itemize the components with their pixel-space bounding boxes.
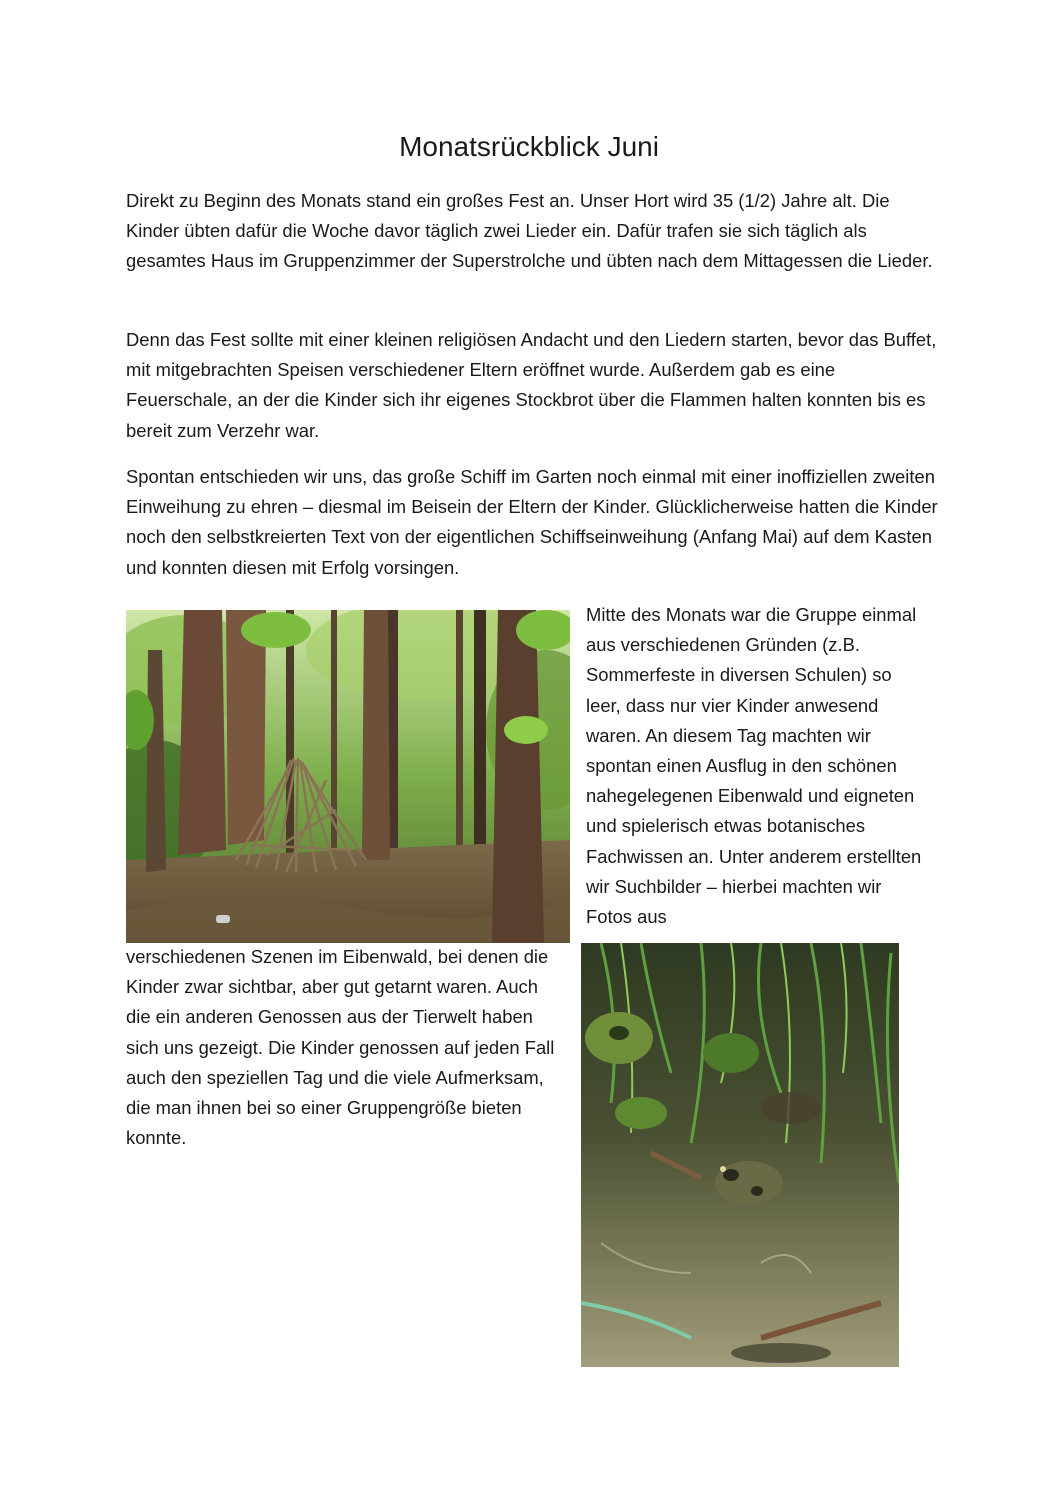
paragraph-excursion-part1: Mitte des Monats war die Gruppe einmal aus verschiedenen Gründen (z.B. Sommerfeste in diversen Schulen) so leer, dass nur vier Kinder anwesend waren. An diesem Tag machten wir spontan einen Ausflug in den schönen nahegelegenen Eibenwald und eigneten und spielerisch etwas botanisches Fachwissen an. Unter anderem erstellten wir Suchbilder – hierbei machten wir Fotos aus	[586, 604, 922, 928]
paragraph-excursion-part2: verschiedenen Szenen im Eibenwald, bei denen die Kinder zwar sichtbar, aber gut getarnt waren. Auch die ein anderen Genossen aus der Tierwelt haben sich uns gezeigt. Die Kinder genossen auf jeden Fall auch den speziellen Tag und die viele Aufmerksam, die man ihnen bei so einer Gruppengröße bieten konnte.	[126, 946, 555, 1149]
paragraph-festival: Direkt zu Beginn des Monats stand ein großes Fest an. Unser Hort wird 35 (1/2) Jahre alt. Die Kinder übten dafür die Woche davor täglich zwei Lieder ein. Dafür trafen sie sich täglich als gesamtes Haus im Gruppenzimmer der Superstrolche und übten nach dem Mittagessen die Lieder.	[126, 190, 933, 272]
frog-in-pond-photo	[581, 943, 899, 1367]
page-title: Monatsrückblick Juni	[399, 131, 659, 162]
forest-hut-photo	[126, 610, 570, 943]
paragraph-ship: Spontan entschieden wir uns, das große Schiff im Garten noch einmal mit einer inoffiziellen zweiten Einweihung zu ehren – diesmal im Beisein der Eltern der Kinder. Glücklicherweise hatten die Kinder noch den selbstkreierten Text von der eigentlichen Schiffseinweihung (Anfang Mai) auf dem Kasten und konnten diesen mit Erfolg vorsingen.	[126, 466, 938, 578]
paragraph-buffet: Denn das Fest sollte mit einer kleinen religiösen Andacht und den Liedern starten, bevor das Buffet, mit mitgebrachten Speisen verschiedener Eltern eröffnet wurde. Außerdem gab es eine Feuerschale, an der die Kinder sich ihr eigenes Stockbrot über die Flammen halten konnten bis es bereit zum Verzehr war.	[126, 329, 937, 441]
